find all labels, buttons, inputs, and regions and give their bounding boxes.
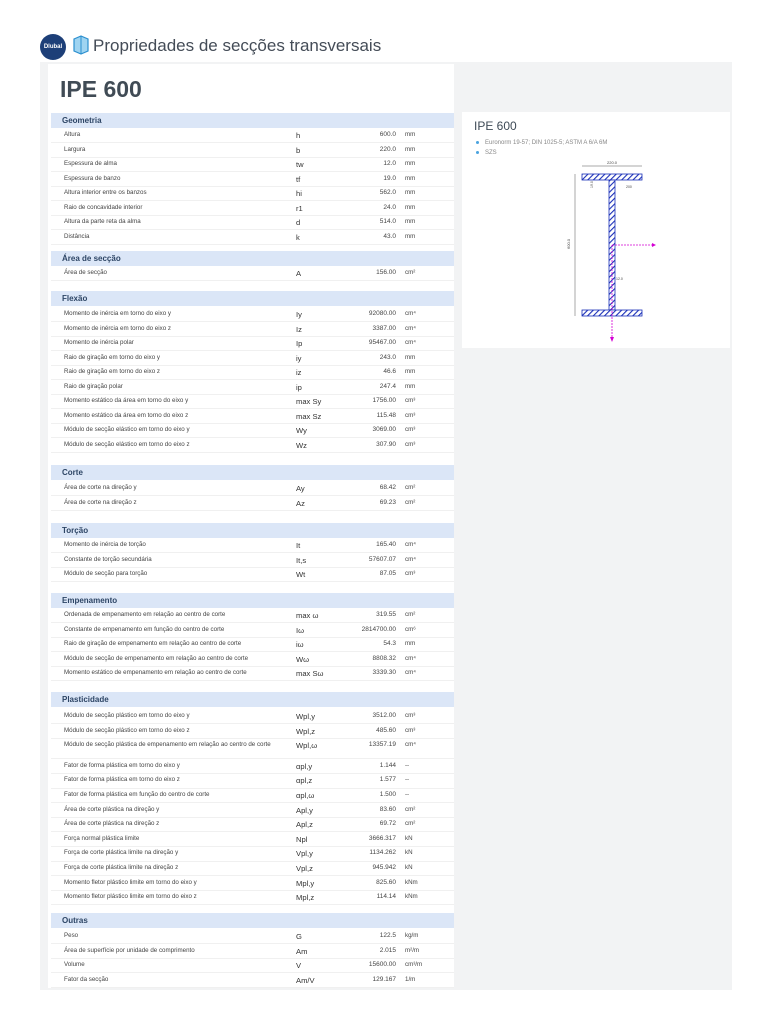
property-description: Módulo de secção elástico em torno do eixo y [64, 426, 190, 433]
property-unit: cm⁴ [405, 324, 416, 332]
property-symbol: Apl,y [296, 805, 313, 815]
property-value: 3387.00 [372, 324, 396, 332]
property-symbol: Wpl,y [296, 712, 315, 721]
row-divider [51, 680, 454, 681]
property-value: 69.23 [379, 498, 396, 506]
section-header: Corte [51, 465, 454, 480]
property-unit: cm³ [405, 712, 416, 719]
property-value: 54.3 [383, 640, 396, 647]
property-description: Espessura de alma [64, 160, 117, 167]
property-description: Momento fletor plástico limite em torno do eixo y [64, 878, 197, 886]
property-symbol: Iω [296, 625, 305, 635]
property-row [51, 973, 454, 988]
property-description: Raio de concavidade interior [64, 203, 143, 211]
property-value: 46.6 [383, 368, 396, 375]
property-row [51, 637, 454, 652]
property-row [51, 832, 454, 847]
section-header: Geometria [51, 113, 454, 128]
property-value: 68.42 [379, 484, 396, 491]
property-row [51, 666, 454, 681]
property-symbol: Apl,z [296, 820, 313, 830]
property-symbol: Ip [296, 339, 303, 348]
property-row [51, 128, 454, 143]
property-symbol: Wt [296, 570, 306, 579]
property-symbol: It,s [296, 555, 307, 565]
property-description: Constante de torção secundária [64, 555, 152, 563]
property-symbol: b [296, 145, 301, 155]
property-row [51, 307, 454, 322]
property-value: 243.0 [379, 353, 396, 361]
property-symbol: Wpl,ω [296, 741, 318, 751]
property-symbol: Az [296, 498, 305, 508]
property-unit: cm⁴ [405, 310, 416, 317]
property-row [51, 553, 454, 568]
property-row [51, 143, 454, 158]
property-symbol: tw [296, 160, 304, 169]
property-unit: cm³ [405, 397, 416, 404]
property-unit: cm² [405, 484, 416, 491]
property-description: Módulo de secção para torção [64, 570, 148, 577]
property-unit: cm⁴ [405, 339, 416, 346]
property-value: 24.0 [383, 203, 396, 211]
property-description: Altura interior entre os banzos [64, 189, 147, 196]
property-symbol: αpl,z [296, 776, 313, 786]
property-value: 3069.00 [372, 426, 396, 433]
property-row [51, 266, 454, 281]
property-symbol: max Sy [296, 397, 322, 406]
row-divider [51, 280, 454, 281]
manufacturer-text: SZS [485, 150, 497, 156]
property-description: Momento de inércia de torção [64, 541, 146, 548]
property-value: 87.05 [379, 570, 396, 577]
property-value: 307.90 [376, 440, 396, 448]
property-value: 92080.00 [368, 310, 396, 317]
property-description: Constante de empenamento em função do centro de corte [64, 625, 225, 633]
property-unit: cm² [405, 805, 416, 813]
property-row [51, 215, 454, 230]
property-description: Momento de inércia polar [64, 339, 134, 346]
property-unit: kNm [405, 893, 418, 901]
property-value: 156.00 [376, 269, 396, 276]
property-value: 2.015 [379, 946, 396, 954]
property-unit: kNm [405, 878, 418, 886]
property-symbol: d [296, 218, 301, 227]
i-beam-drawing [560, 156, 680, 346]
property-description: Área de corte plástica na direção y [64, 805, 160, 813]
property-unit: mm [405, 353, 416, 361]
property-description: Área de corte plástica na direção z [64, 820, 160, 828]
property-symbol: ip [296, 382, 302, 392]
property-value: 247.4 [379, 382, 396, 390]
property-description: Força de corte plástica limite na direção z [64, 863, 179, 871]
property-symbol: Iz [296, 324, 302, 334]
property-description: Largura [64, 145, 86, 153]
section-header: Outras [51, 913, 454, 928]
property-value: 220.0 [379, 145, 396, 153]
property-symbol: iy [296, 353, 302, 363]
manufacturer-bullet [476, 150, 497, 156]
property-row [51, 365, 454, 380]
property-symbol: Wω [296, 654, 310, 664]
property-value: 129.167 [372, 975, 396, 983]
property-description: Módulo de secção elástico em torno do eixo z [64, 440, 190, 448]
property-value: 1134.262 [369, 849, 396, 857]
top-bar [0, 0, 768, 62]
property-unit: mm [405, 203, 416, 211]
standard-bullet [476, 140, 607, 146]
property-unit: cm³ [405, 726, 416, 734]
bullet-dot-icon [476, 141, 479, 144]
row-divider [51, 452, 454, 453]
preview-title: IPE 600 [474, 119, 517, 133]
property-row [51, 944, 454, 959]
property-symbol: Mpl,z [296, 893, 315, 903]
property-unit: cm⁶ [405, 625, 416, 633]
property-unit: cm³ [405, 570, 416, 577]
property-description: Altura [64, 131, 81, 138]
property-value: 122.5 [379, 932, 396, 939]
property-description: Momento estático da área em torno do eixo z [64, 411, 189, 419]
property-description: Fator de forma plástica em função do centro de corte [64, 790, 210, 798]
property-description: Momento estático de empenamento em relação ao centro de corte [64, 669, 247, 676]
property-symbol: r1 [296, 203, 303, 213]
property-symbol: Am/V [296, 975, 315, 985]
property-value: 8808.32 [372, 654, 396, 662]
property-row [51, 773, 454, 788]
property-row [51, 172, 454, 187]
property-value: 95467.00 [368, 339, 396, 346]
property-row [51, 738, 454, 758]
property-unit: mm [405, 174, 416, 182]
property-row [51, 423, 454, 438]
property-value: 1.577 [379, 776, 396, 784]
property-description: Espessura de banzo [64, 174, 121, 182]
property-unit: cm⁴ [405, 555, 416, 563]
property-description: Peso [64, 932, 79, 939]
property-value: 19.0 [383, 174, 396, 182]
property-unit: cm² [405, 611, 416, 618]
property-row [51, 538, 454, 553]
property-row [51, 803, 454, 818]
property-unit: m²/m [405, 946, 420, 954]
property-row [51, 759, 454, 774]
property-row [51, 817, 454, 832]
property-value: 2814700.00 [361, 625, 396, 633]
property-value: 3666.317 [368, 834, 396, 842]
property-value: 319.55 [376, 611, 396, 618]
app-title: Propriedades de secções transversais [93, 36, 382, 55]
property-unit: kg/m [405, 932, 419, 939]
row-divider [51, 987, 454, 988]
property-description: Módulo de secção plástico em torno do eixo z [64, 726, 190, 734]
section-header: Plasticidade [51, 692, 454, 707]
property-description: Área de superfície por unidade de comprimento [64, 946, 195, 954]
property-value: 485.60 [376, 726, 396, 734]
property-value: 562.0 [379, 189, 396, 196]
property-description: Fator da secção [64, 975, 109, 983]
property-description: Força de corte plástica limite na direção y [64, 849, 179, 857]
property-value: 1756.00 [372, 397, 396, 404]
property-value: 3512.00 [372, 712, 396, 719]
property-description: Módulo de secção plástica de empenamento em relação ao centro de corte [64, 741, 271, 749]
property-value: 83.60 [379, 805, 396, 813]
row-divider [51, 510, 454, 511]
property-value: 69.72 [379, 820, 396, 828]
property-row [51, 481, 454, 496]
property-symbol: Wz [296, 440, 307, 450]
property-symbol: Wy [296, 426, 307, 435]
property-symbol: Wpl,z [296, 726, 315, 736]
property-symbol: max Sω [296, 669, 324, 678]
property-symbol: iω [296, 640, 304, 649]
property-row [51, 608, 454, 623]
property-symbol: k [296, 232, 300, 242]
property-unit: cm⁴ [405, 654, 416, 662]
property-row [51, 724, 454, 739]
property-value: 945.942 [372, 863, 396, 871]
property-description: Raio de giração em torno do eixo y [64, 353, 160, 361]
property-unit: mm [405, 382, 416, 390]
property-unit: mm [405, 160, 416, 167]
property-description: Ordenada de empenamento em relação ao centro de corte [64, 611, 226, 618]
property-unit: cm⁴ [405, 541, 416, 548]
property-value: 57607.07 [368, 555, 396, 563]
property-description: Momento fletor plástico limite em torno do eixo z [64, 893, 197, 901]
property-description: Módulo de secção de empenamento em relação ao centro de corte [64, 654, 249, 662]
property-symbol: hi [296, 189, 302, 198]
section-header: Empenamento [51, 593, 454, 608]
property-value: 114.14 [376, 893, 396, 901]
property-description: Distância [64, 232, 90, 240]
property-row [51, 157, 454, 172]
property-value: 115.48 [376, 411, 396, 419]
property-unit: kN [405, 863, 413, 871]
property-unit: cm³ [405, 426, 416, 433]
property-description: Módulo de secção plástico em torno do eixo y [64, 712, 190, 719]
property-row [51, 438, 454, 453]
property-row [51, 788, 454, 803]
property-unit: cm³/m [405, 961, 423, 968]
property-symbol: tf [296, 174, 301, 184]
property-description: Momento estático da área em torno do eixo y [64, 397, 189, 404]
property-row [51, 567, 454, 582]
property-row [51, 709, 454, 724]
property-row [51, 409, 454, 424]
property-symbol: max ω [296, 611, 319, 620]
row-divider [51, 581, 454, 582]
property-row [51, 958, 454, 973]
y-axis-arrow-icon [652, 243, 656, 247]
property-row [51, 929, 454, 944]
property-description: Área de corte na direção y [64, 484, 137, 491]
property-description: Raio de giração polar [64, 382, 123, 390]
z-axis-arrow-icon [610, 337, 614, 342]
property-row [51, 186, 454, 201]
property-symbol: Vpl,y [296, 849, 313, 859]
property-symbol: Mpl,y [296, 878, 315, 888]
property-row [51, 230, 454, 245]
property-symbol: iz [296, 368, 302, 377]
property-row [51, 496, 454, 511]
property-row [51, 876, 454, 891]
property-row [51, 322, 454, 337]
property-description: Altura da parte reta da alma [64, 218, 141, 225]
property-unit: kN [405, 834, 413, 842]
property-unit: mm [405, 145, 416, 153]
property-symbol: Iy [296, 310, 302, 319]
web-thickness-label: 12.0 [616, 277, 623, 281]
property-value: 1.500 [379, 790, 396, 798]
property-unit: -- [405, 776, 410, 784]
property-unit: kN [405, 849, 413, 857]
property-unit: mm [405, 131, 416, 138]
property-row [51, 394, 454, 409]
property-unit: 1/m [405, 975, 416, 983]
property-value: 13357.19 [368, 741, 396, 749]
property-value: 12.0 [383, 160, 396, 167]
property-symbol: max Sz [296, 411, 322, 421]
property-description: Área de secção [64, 269, 107, 276]
property-value: 165.40 [376, 541, 396, 548]
property-symbol: Ay [296, 484, 305, 493]
property-unit: mm [405, 232, 416, 240]
property-row [51, 336, 454, 351]
property-value: 600.0 [379, 131, 396, 138]
flange-thickness-label: 19.0 [590, 181, 594, 188]
property-unit: mm [405, 640, 416, 647]
property-row [51, 623, 454, 638]
property-description: Fator de forma plástica em torno do eixo y [64, 761, 180, 769]
property-unit: cm³ [405, 411, 416, 419]
property-unit: -- [405, 790, 410, 798]
property-symbol: αpl,ω [296, 790, 315, 800]
standard-text: Euronorm 19-57; DIN 1025-5; ASTM A 6/A 6M [485, 140, 608, 146]
row-divider [51, 904, 454, 905]
property-description: Raio de giração de empenamento em relação ao centro de corte [64, 640, 242, 647]
bullet-dot-icon [476, 151, 479, 154]
property-row [51, 351, 454, 366]
property-description: Volume [64, 961, 85, 968]
section-header: Área de secção [51, 251, 454, 266]
property-row [51, 861, 454, 876]
property-symbol: A [296, 269, 302, 278]
property-unit: mm [405, 368, 416, 375]
property-symbol: αpl,y [296, 761, 313, 771]
property-value: 825.60 [376, 878, 396, 886]
property-value: 1.144 [379, 761, 396, 769]
property-symbol: h [296, 131, 301, 140]
property-unit: cm² [405, 498, 416, 506]
row-divider [51, 244, 454, 245]
width-dimension-label: 220.0 [607, 160, 618, 165]
profile-title: IPE 600 [60, 76, 142, 102]
property-description: Momento de inércia em torno do eixo z [64, 324, 171, 332]
property-symbol: It [296, 541, 301, 550]
cross-section-app-icon [72, 35, 90, 55]
property-unit: cm⁴ [405, 669, 416, 676]
property-description: Momento de inércia em torno do eixo y [64, 310, 171, 317]
height-dimension-label: 600.0 [566, 238, 571, 249]
property-row [51, 201, 454, 216]
property-symbol: Vpl,z [296, 863, 313, 873]
property-description: Área de corte na direção z [64, 498, 137, 506]
property-row [51, 890, 454, 905]
property-symbol: Am [296, 946, 308, 956]
section-header: Torção [51, 523, 454, 538]
property-value: 43.0 [383, 232, 396, 240]
property-row [51, 846, 454, 861]
property-unit: cm² [405, 269, 416, 276]
property-unit: -- [405, 761, 410, 769]
top-flange [582, 174, 642, 180]
property-unit: cm⁴ [405, 741, 416, 749]
property-row [51, 652, 454, 667]
property-description: Raio de giração em torno do eixo z [64, 368, 160, 375]
dlubal-logo[interactable]: Dlubal [40, 34, 66, 60]
property-unit: cm² [405, 820, 416, 828]
property-symbol: V [296, 961, 302, 970]
section-header: Flexão [51, 291, 454, 306]
property-symbol: G [296, 932, 302, 941]
property-value: 15600.00 [368, 961, 396, 968]
property-symbol: Npl [296, 834, 308, 844]
flange-gap-label: 200 [626, 185, 632, 189]
property-row [51, 380, 454, 395]
property-value: 3339.30 [372, 669, 396, 676]
property-unit: cm³ [405, 440, 416, 448]
property-unit: mm [405, 218, 416, 225]
property-unit: mm [405, 189, 416, 196]
property-description: Força normal plástica limite [64, 834, 140, 842]
property-value: 514.0 [379, 218, 396, 225]
property-description: Fator de forma plástica em torno do eixo z [64, 776, 180, 784]
